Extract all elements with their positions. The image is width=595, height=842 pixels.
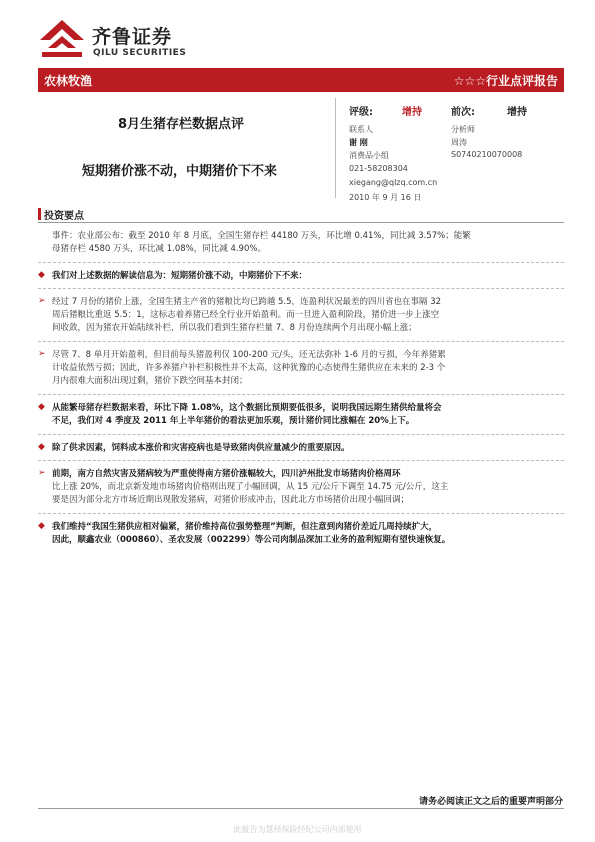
paragraph-line: 因此，顺鑫农业（000860）、圣农发展（002299）等公司肉制品深加工业务的盈利短期有望快速恢复。 — [52, 535, 451, 545]
bullet-icon: ◆ — [38, 442, 45, 452]
watermark-text: 此报告为慧择保险经纪公司内部使用 — [233, 825, 362, 834]
contact-label: 联系人 — [349, 125, 373, 134]
paragraph-line: 计收益依然亏损；因此，许多养猪户补栏积极性并不太高，这种犹豫的心态使得生猪供应在未来的 2-3 个 — [52, 363, 446, 373]
contact-phone: 021-58208304 — [349, 164, 408, 173]
rating-value: 增持 — [402, 107, 422, 118]
arrow-icon: ➢ — [38, 468, 46, 478]
paragraph-line: 月内很难大面积出现过剩，猪价下跌空间基本封闭； — [52, 376, 248, 386]
bullet-icon: ◆ — [38, 402, 45, 412]
team-name: 消费品小组 — [349, 151, 389, 160]
rating-label: 评级: — [349, 107, 373, 118]
paragraph-point — [52, 521, 552, 547]
paragraph-line: 母猪存栏 4580 万头，环比减 1.08%，同比减 4.90%。 — [52, 244, 266, 254]
section-title: 投资要点 — [44, 211, 84, 222]
logo-mark-icon — [38, 18, 86, 60]
paragraph-line: 不足，我们对 4 季度及 2011 年上半年猪价的看法更加乐观，预计猪价同比涨幅在 20%上下。 — [52, 416, 415, 426]
section-marker — [38, 208, 41, 220]
divider — [38, 288, 564, 289]
info-divider — [335, 98, 336, 198]
prev-rating-label: 前次: — [451, 107, 475, 118]
paragraph-line: 周后猪粮比重返 5.5：1，这标志着养猪已经全行业开始盈利。而一旦进入盈利阶段，猪价进一步上涨空 — [52, 310, 440, 320]
paragraph-line: 经过 7 月份的猪价上涨，全国生猪主产省的猪粮比均已跨越 5.5，连盈利状况最差的四川省也在事隔 32 — [52, 297, 442, 307]
divider — [38, 341, 564, 342]
paragraph-line: 事件：农业部公布：截至 2010 年 8 月底，全国生猪存栏 44180 万头，环比增 0.41%，同比减 3.57%；能繁 — [52, 231, 471, 241]
footer-divider — [38, 808, 564, 809]
paragraph-line: 间收敛，因为猪农开始陆续补栏，所以我们看到生猪存栏量 7、8 月份连续两个月出现小幅上涨； — [52, 323, 417, 333]
arrow-icon: ➢ — [38, 349, 46, 359]
bullet-icon: ◆ — [38, 521, 45, 531]
analyst-cert: S0740210070008 — [451, 150, 523, 159]
section-header — [38, 207, 564, 223]
paragraph-line: 比上涨 20%，而北京新发地市场猪肉价格则出现了小幅回调，从 15 元/公斤下调至 14.75 元/公斤，这主 — [52, 482, 449, 492]
divider — [38, 460, 564, 461]
paragraph-summary — [52, 270, 552, 283]
company-logo — [38, 18, 198, 64]
report-type-label: ☆☆☆行业点评报告 — [453, 74, 558, 88]
paragraph-line: 要是因为部分北方市场近期出现散发猪病，对猪价形成冲击，因此北方市场猪价出现小幅回调； — [52, 495, 410, 505]
report-title: 8月生猪存栏数据点评 — [118, 117, 245, 132]
logo-text-en: QILU SECURITIES — [93, 48, 187, 58]
bullet-icon: ◆ — [38, 270, 45, 280]
paragraph-point — [52, 402, 552, 428]
contact-email: xiegang@qlzq.com.cn — [349, 178, 438, 187]
paragraph-line: 从能繁母猪存栏数据来看，环比下降 1.08%，这个数据比预期要低很多，说明我国远期生猪供给量将会 — [52, 403, 442, 413]
divider — [38, 394, 564, 395]
paragraph-line: 尽管 7、8 单月开始盈利，但目前每头猪盈利仅 100-200 元/头，还无法弥补 1-6 月的亏损，今年养猪累 — [52, 350, 446, 360]
disclaimer-note: 请务必阅读正文之后的重要声明部分 — [418, 797, 563, 807]
category-bar — [38, 68, 564, 92]
paragraph-point — [52, 468, 552, 507]
logo-text-cn: 齐鲁证券 — [92, 26, 173, 48]
analyst-label: 分析师 — [451, 125, 475, 134]
paragraph-line: 我们维持“我国生猪供应相对偏紧，猪价维持高位强势整理”判断，但注意到肉猪价差近几周持续扩大， — [52, 522, 438, 532]
divider — [38, 434, 564, 435]
analyst-name: 周涛 — [451, 138, 467, 147]
paragraph-point — [52, 296, 552, 335]
paragraph-point — [52, 349, 552, 388]
industry-label: 农林牧渔 — [44, 74, 93, 88]
paragraph-point — [52, 442, 552, 455]
divider — [38, 513, 564, 514]
paragraph-line: 我们对上述数据的解读信息为：短期猪价涨不动，中期猪价下不来： — [52, 271, 308, 281]
report-date: 2010 年 9 月 16 日 — [349, 193, 422, 202]
prev-rating-value: 增持 — [507, 107, 527, 118]
arrow-icon: ➢ — [38, 296, 46, 306]
contact-name: 谢 刚 — [349, 138, 368, 147]
paragraph-event — [52, 230, 552, 256]
paragraph-line: 前期，南方自然灾害及猪病较为严重使得南方猪价涨幅较大，四川泸州批发市场猪肉价格周环 — [52, 469, 401, 479]
report-subtitle: 短期猪价涨不动，中期猪价下不来 — [82, 164, 278, 179]
paragraph-line: 除了供求因素，饲料成本涨价和灾害疫病也是导致猪肉供应量减少的重要原因。 — [52, 443, 350, 453]
divider — [38, 262, 564, 263]
